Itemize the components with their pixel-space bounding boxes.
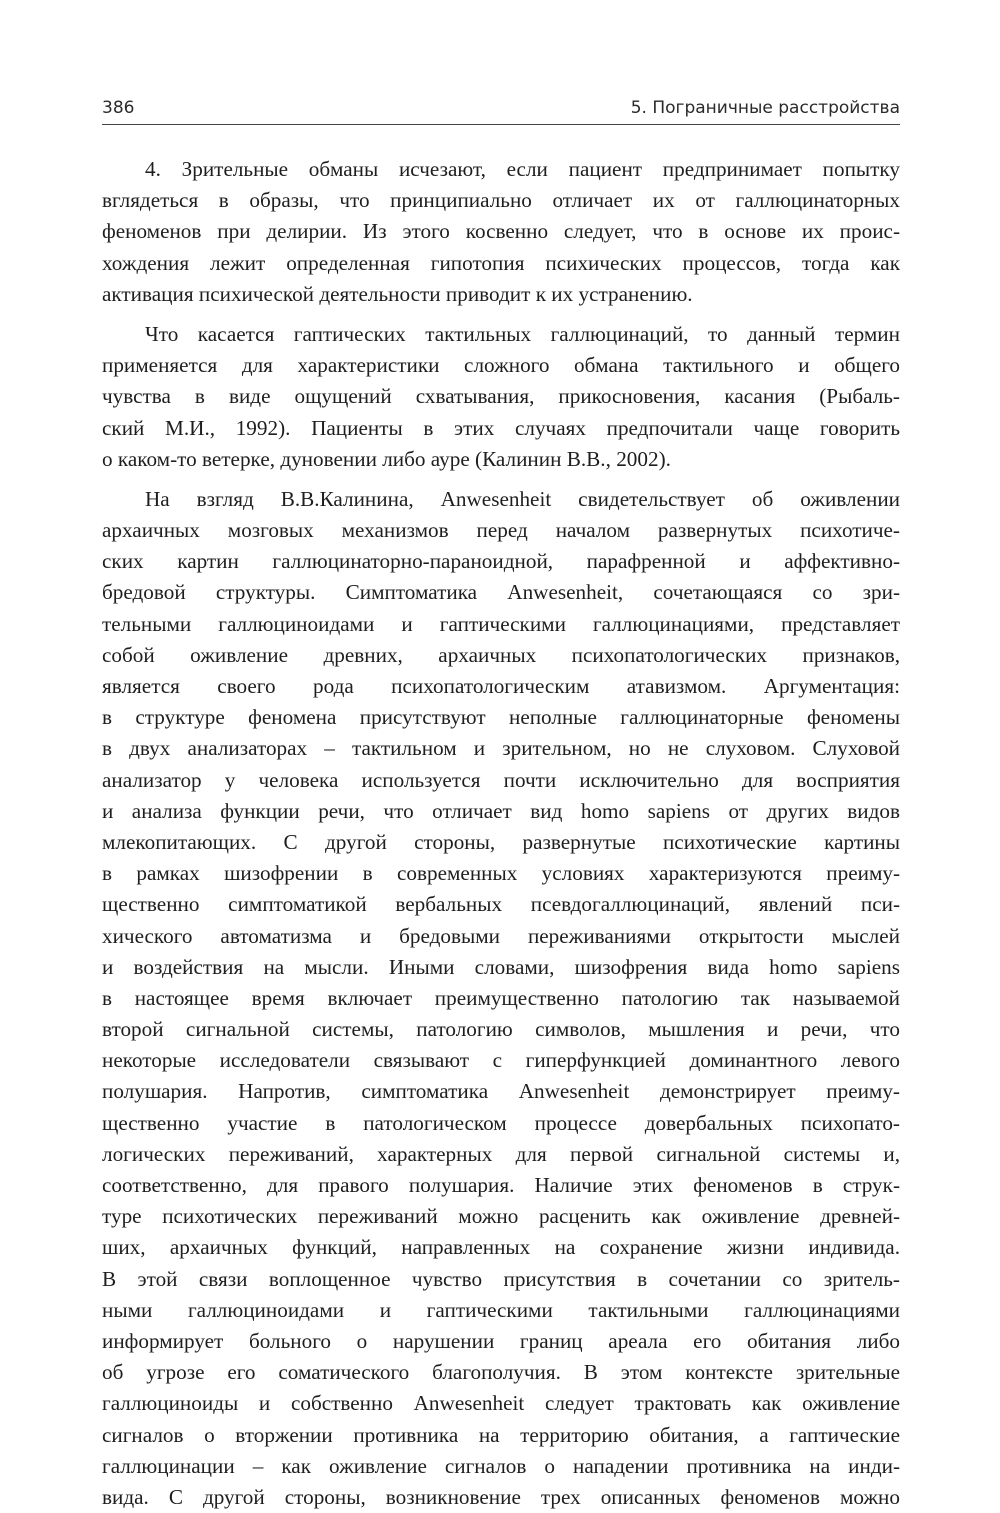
text-line: и анализа функции речи, что отличает вид homo sapiens от других видов	[102, 798, 900, 823]
text-line: тельными галлюциноидами и гаптическими галлюцинациями, представляет	[102, 611, 900, 636]
text-line: собой оживление древних, архаичных психопатологических признаков,	[102, 642, 900, 667]
text-line: о каком-то ветерке, дуновении либо ауре (Калинин В.В., 2002).	[102, 446, 671, 471]
text-line: ших, архаичных функций, направленных на сохранение жизни индивида.	[102, 1235, 900, 1260]
text-line: об угрозе его соматического благополучия. В этом контексте зрительные	[102, 1360, 900, 1385]
text-line: На взгляд В.В.Калинина, Anwesenheit свидетельствует об оживлении	[145, 486, 900, 511]
text-line: в двух анализаторах – тактильном и зрительном, но не слуховом. Слуховой	[102, 736, 900, 761]
paragraph	[102, 319, 900, 475]
text-line: феноменов при делирии. Из этого косвенно следует, что в основе их проис-	[102, 219, 900, 244]
text-line: Что касается гаптических тактильных галлюцинаций, то данный термин	[145, 321, 900, 346]
text-line: информирует больного о нарушении границ ареала его обитания либо	[102, 1328, 900, 1353]
text-line: применяется для характеристики сложного обмана тактильного и общего	[102, 353, 900, 378]
text-line: второй сигнальной системы, патологию символов, мышления и речи, что	[102, 1017, 900, 1042]
text-line: щественно симптоматикой вербальных псевдогаллюцинаций, явлений пси-	[102, 892, 900, 917]
text-line: соответственно, для правого полушария. Наличие этих феноменов в струк-	[102, 1173, 900, 1197]
section-title: 5. Пограничные расстройства	[630, 98, 900, 118]
text-line: щественно участие в патологическом процессе довербальных психопато-	[102, 1110, 900, 1135]
page-number: 386	[102, 98, 135, 118]
text-line: ский М.И., 1992). Пациенты в этих случаях предпочитали чаще говорить	[102, 415, 900, 440]
text-line: сигналов о вторжении противника на территорию обитания, а гаптические	[102, 1422, 900, 1447]
text-line: В этой связи воплощенное чувство присутствия в сочетании со зритель-	[102, 1266, 900, 1291]
text-line: архаичных мозговых механизмов перед началом развернутых психотиче-	[102, 518, 900, 543]
text-line: чувства в виде ощущений схватывания, прикосновения, касания (Рыбаль-	[102, 384, 900, 409]
text-line: в рамках шизофрении в современных условиях характеризуются преиму-	[102, 861, 900, 886]
body-text	[102, 154, 900, 1513]
text-line: анализатор у человека используется почти исключительно для восприятия	[102, 767, 900, 792]
text-line: 4. Зрительные обманы исчезают, если пациент предпринимает попытку	[145, 157, 900, 181]
text-line: млекопитающих. С другой стороны, развернутые психотические картины	[102, 829, 900, 854]
text-line: в структуре феномена присутствуют неполные галлюцинаторные феномены	[102, 705, 900, 730]
text-line: в настоящее время включает преимущественно патологию так называемой	[102, 985, 900, 1010]
text-line: бредовой структуры. Симптоматика Anwesenheit, сочетающаяся со зри-	[102, 580, 900, 605]
text-line: галлюцинации – как оживление сигналов о нападении противника на инди-	[102, 1453, 900, 1478]
text-line: хождения лежит определенная гипотопия психических процессов, тогда как	[102, 250, 900, 275]
text-line: некоторые исследователи связывают с гиперфункцией доминантного левого	[102, 1048, 900, 1073]
text-line: логических переживаний, характерных для первой сигнальной системы и,	[102, 1141, 900, 1166]
text-line: является своего рода психопатологическим атавизмом. Аргументация:	[102, 674, 900, 698]
text-line: активация психической деятельности приводит к их устранению.	[102, 281, 693, 306]
running-header	[102, 94, 900, 125]
paragraph	[102, 154, 900, 310]
text-line: ными галлюциноидами и гаптическими тактильными галлюцинациями	[102, 1297, 900, 1322]
text-line: туре психотических переживаний можно расценить как оживление древней-	[102, 1204, 900, 1229]
text-line: полушария. Напротив, симптоматика Anwesenheit демонстрирует преиму-	[102, 1079, 900, 1104]
text-line: ских картин галлюцинаторно-параноидной, парафренной и аффективно-	[102, 549, 900, 574]
text-line: и воздействия на мысли. Иными словами, шизофрения вида homo sapiens	[102, 954, 900, 979]
text-line: хического автоматизма и бредовыми переживаниями открытости мыслей	[102, 923, 900, 948]
text-line: вглядеться в образы, что принципиально отличает их от галлюцинаторных	[102, 188, 900, 213]
text-line: вида. С другой стороны, возникновение трех описанных феноменов можно	[102, 1484, 900, 1509]
text-line: галлюциноиды и собственно Anwesenheit следует трактовать как оживление	[102, 1391, 900, 1416]
paragraph	[102, 484, 900, 1513]
